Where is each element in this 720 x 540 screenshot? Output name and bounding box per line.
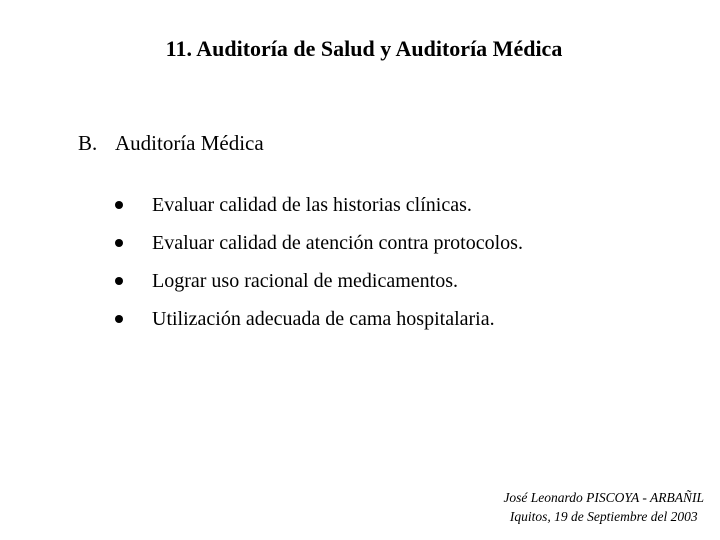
list-item-text: Evaluar calidad de atención contra protocolos.: [152, 232, 523, 254]
bullet-icon: [115, 277, 123, 285]
list-item-text: Utilización adecuada de cama hospitalaria.: [152, 308, 495, 330]
bullet-icon: [115, 315, 123, 323]
bullet-icon: [115, 239, 123, 247]
slide-title: 11. Auditoría de Salud y Auditoría Médica: [165, 36, 563, 61]
section-letter: B.: [78, 131, 98, 155]
footer-place-date: Iquitos, 19 de Septiembre del 2003: [509, 509, 698, 524]
footer-author: José Leonardo PISCOYA - ARBAÑIL: [503, 490, 704, 505]
section-heading: [78, 128, 264, 158]
list-item-text: Evaluar calidad de las historias clínicas.: [152, 194, 472, 216]
section-heading-text: Auditoría Médica: [115, 131, 264, 155]
list-item-text: Lograr uso racional de medicamentos.: [152, 270, 458, 292]
bullet-icon: [115, 201, 123, 209]
footer-credit: [503, 488, 704, 526]
